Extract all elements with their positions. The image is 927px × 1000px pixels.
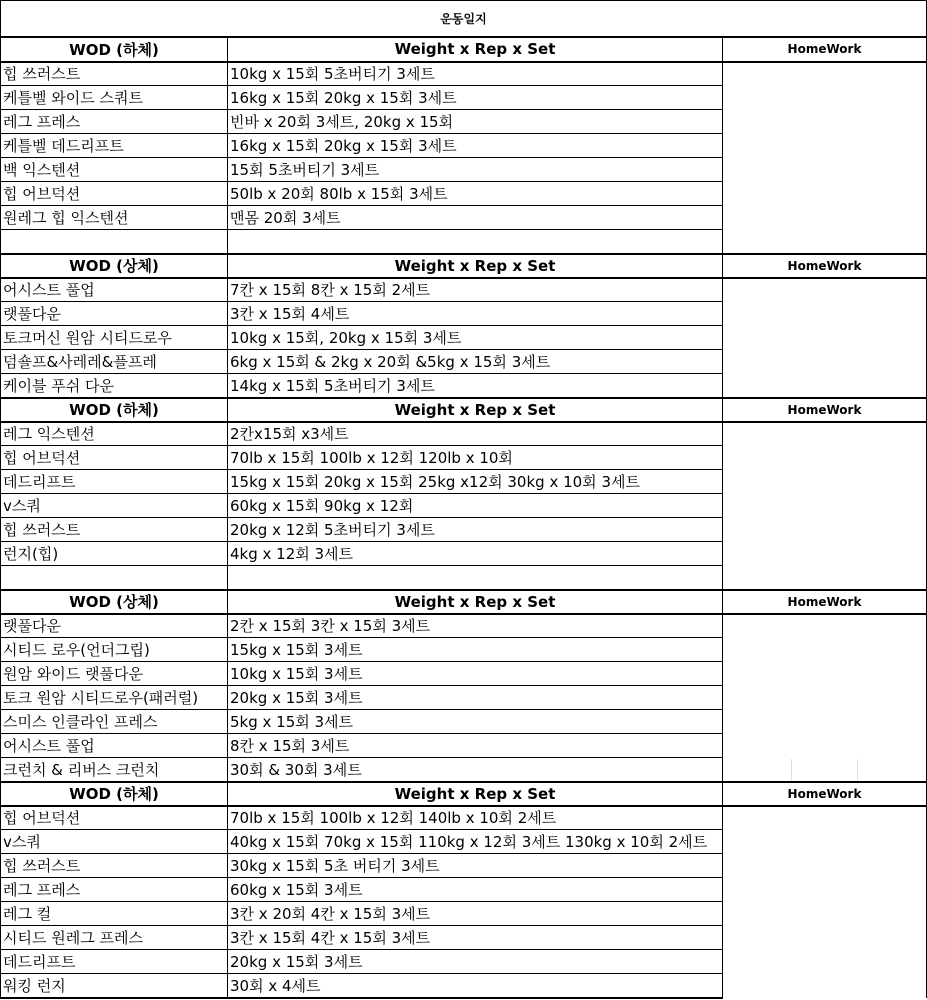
exercise-row — [1, 614, 927, 638]
exercise-detail[interactable]: 5kg x 15회 3세트 — [228, 710, 723, 734]
exercise-name[interactable]: 케틀벨 와이드 스쿼트 — [1, 86, 228, 110]
exercise-name[interactable]: 시티드 원레그 프레스 — [1, 926, 228, 950]
exercise-detail[interactable]: 16kg x 15회 20kg x 15회 3세트 — [228, 134, 723, 158]
exercise-name[interactable]: 랫풀다운 — [1, 302, 228, 326]
exercise-detail[interactable]: 빈바 x 20회 3세트, 20kg x 15회 — [228, 110, 723, 134]
exercise-name[interactable] — [1, 230, 228, 254]
exercise-detail[interactable]: 16kg x 15회 20kg x 15회 3세트 — [228, 86, 723, 110]
exercise-detail[interactable]: 10kg x 15회 3세트 — [228, 662, 723, 686]
exercise-row — [1, 806, 927, 830]
exercise-detail[interactable]: 20kg x 15회 3세트 — [228, 686, 723, 710]
exercise-detail[interactable]: 15회 5초버티기 3세트 — [228, 158, 723, 182]
gridline — [858, 759, 924, 781]
exercise-name[interactable]: 데드리프트 — [1, 950, 228, 974]
exercise-detail[interactable]: 3칸 x 15회 4세트 — [228, 302, 723, 326]
homework-header: HomeWork — [723, 398, 927, 422]
exercise-name[interactable]: 덤숄프&사레레&플프레 — [1, 350, 228, 374]
gridline — [792, 759, 859, 781]
weight-rep-set-header: Weight x Rep x Set — [228, 590, 723, 614]
exercise-row — [1, 62, 927, 86]
section-heading: WOD (하체) — [1, 398, 228, 422]
exercise-name[interactable]: 크런치 & 리버스 크런치 — [1, 758, 228, 782]
exercise-name[interactable]: 케이블 푸쉬 다운 — [1, 374, 228, 398]
exercise-name[interactable]: 스미스 인클라인 프레스 — [1, 710, 228, 734]
homework-cell[interactable] — [723, 422, 927, 590]
exercise-name[interactable]: 힙 쓰러스트 — [1, 62, 228, 86]
exercise-name[interactable]: 원암 와이드 랫풀다운 — [1, 662, 228, 686]
exercise-name[interactable]: v스쿼 — [1, 830, 228, 854]
exercise-detail[interactable]: 30회 & 30회 3세트 — [228, 758, 723, 782]
homework-cell[interactable] — [723, 806, 927, 998]
exercise-detail[interactable]: 60kg x 15회 3세트 — [228, 878, 723, 902]
exercise-row — [1, 278, 927, 302]
exercise-detail[interactable]: 70lb x 15회 100lb x 12회 140lb x 10회 2세트 — [228, 806, 723, 830]
exercise-detail[interactable]: 4kg x 12회 3세트 — [228, 542, 723, 566]
section-header-row — [1, 398, 927, 422]
section-header-row — [1, 590, 927, 614]
homework-header: HomeWork — [723, 590, 927, 614]
section-heading: WOD (하체) — [1, 37, 228, 62]
weight-rep-set-header: Weight x Rep x Set — [228, 782, 723, 806]
weight-rep-set-header: Weight x Rep x Set — [228, 254, 723, 278]
exercise-detail[interactable]: 10kg x 15회 5초버티기 3세트 — [228, 62, 723, 86]
exercise-detail[interactable]: 2칸x15회 x3세트 — [228, 422, 723, 446]
exercise-detail[interactable]: 8칸 x 15회 3세트 — [228, 734, 723, 758]
exercise-detail[interactable]: 14kg x 15회 5초버티기 3세트 — [228, 374, 723, 398]
homework-cell[interactable] — [723, 62, 927, 254]
section-header-row — [1, 37, 927, 62]
exercise-name[interactable]: 시티드 로우(언더그립) — [1, 638, 228, 662]
homework-header: HomeWork — [723, 254, 927, 278]
section-heading: WOD (상체) — [1, 590, 228, 614]
exercise-name[interactable]: 토크 원암 시티드로우(패러럴) — [1, 686, 228, 710]
exercise-name[interactable]: 힙 쓰러스트 — [1, 854, 228, 878]
exercise-name[interactable]: 랫풀다운 — [1, 614, 228, 638]
section-heading: WOD (하체) — [1, 782, 228, 806]
exercise-detail[interactable]: 70lb x 15회 100lb x 12회 120lb x 10회 — [228, 446, 723, 470]
exercise-name[interactable]: 힙 어브덕션 — [1, 182, 228, 206]
weight-rep-set-header: Weight x Rep x Set — [228, 37, 723, 62]
exercise-detail[interactable]: 40kg x 15회 70kg x 15회 110kg x 12회 3세트 130kg x 10회 2세트 — [228, 830, 723, 854]
exercise-name[interactable]: 어시스트 풀업 — [1, 734, 228, 758]
exercise-name[interactable]: 워킹 런지 — [1, 974, 228, 998]
exercise-detail[interactable]: 20kg x 12회 5초버티기 3세트 — [228, 518, 723, 542]
exercise-detail[interactable]: 15kg x 15회 20kg x 15회 25kg x12회 30kg x 10회 3세트 — [228, 470, 723, 494]
workout-log-body — [1, 1, 927, 998]
exercise-detail[interactable]: 3칸 x 20회 4칸 x 15회 3세트 — [228, 902, 723, 926]
exercise-detail[interactable] — [228, 566, 723, 590]
exercise-detail[interactable]: 맨몸 20회 3세트 — [228, 206, 723, 230]
section-header-row — [1, 782, 927, 806]
exercise-name[interactable]: 데드리프트 — [1, 470, 228, 494]
exercise-detail[interactable]: 60kg x 15회 90kg x 12회 — [228, 494, 723, 518]
exercise-detail[interactable] — [228, 230, 723, 254]
exercise-detail[interactable]: 15kg x 15회 3세트 — [228, 638, 723, 662]
homework-header: HomeWork — [723, 782, 927, 806]
exercise-name[interactable]: v스쿼 — [1, 494, 228, 518]
exercise-name[interactable]: 원레그 힙 익스텐션 — [1, 206, 228, 230]
section-header-row — [1, 254, 927, 278]
exercise-detail[interactable]: 7칸 x 15회 8칸 x 15회 2세트 — [228, 278, 723, 302]
sheet-title: 운동일지 — [1, 1, 927, 37]
homework-cell[interactable] — [723, 278, 927, 398]
exercise-row — [1, 422, 927, 446]
homework-gridlines — [725, 759, 924, 781]
exercise-name[interactable]: 힙 어브덕션 — [1, 806, 228, 830]
exercise-detail[interactable]: 6kg x 15회 & 2kg x 20회 &5kg x 15회 3세트 — [228, 350, 723, 374]
exercise-name[interactable]: 힙 쓰러스트 — [1, 518, 228, 542]
exercise-detail[interactable]: 30kg x 15회 5초 버티기 3세트 — [228, 854, 723, 878]
exercise-name[interactable]: 레그 익스텐션 — [1, 422, 228, 446]
exercise-detail[interactable]: 30회 x 4세트 — [228, 974, 723, 998]
gridline — [725, 759, 792, 781]
exercise-name[interactable]: 백 익스텐션 — [1, 158, 228, 182]
exercise-name[interactable]: 힙 어브덕션 — [1, 446, 228, 470]
exercise-detail[interactable]: 3칸 x 15회 4칸 x 15회 3세트 — [228, 926, 723, 950]
exercise-name[interactable]: 레그 프레스 — [1, 110, 228, 134]
exercise-name[interactable]: 런지(힙) — [1, 542, 228, 566]
exercise-detail[interactable]: 20kg x 15회 3세트 — [228, 950, 723, 974]
exercise-name[interactable]: 레그 컬 — [1, 902, 228, 926]
exercise-name[interactable]: 케틀벨 데드리프트 — [1, 134, 228, 158]
exercise-name[interactable]: 어시스트 풀업 — [1, 278, 228, 302]
exercise-detail[interactable]: 50lb x 20회 80lb x 15회 3세트 — [228, 182, 723, 206]
section-heading: WOD (상체) — [1, 254, 228, 278]
exercise-detail[interactable]: 2칸 x 15회 3칸 x 15회 3세트 — [228, 614, 723, 638]
homework-header: HomeWork — [723, 37, 927, 62]
homework-cell[interactable] — [723, 614, 927, 782]
exercise-name[interactable]: 토크머신 원암 시티드로우 — [1, 326, 228, 350]
exercise-name[interactable] — [1, 566, 228, 590]
exercise-detail[interactable]: 10kg x 15회, 20kg x 15회 3세트 — [228, 326, 723, 350]
title-row — [1, 1, 927, 37]
exercise-name[interactable]: 레그 프레스 — [1, 878, 228, 902]
weight-rep-set-header: Weight x Rep x Set — [228, 398, 723, 422]
